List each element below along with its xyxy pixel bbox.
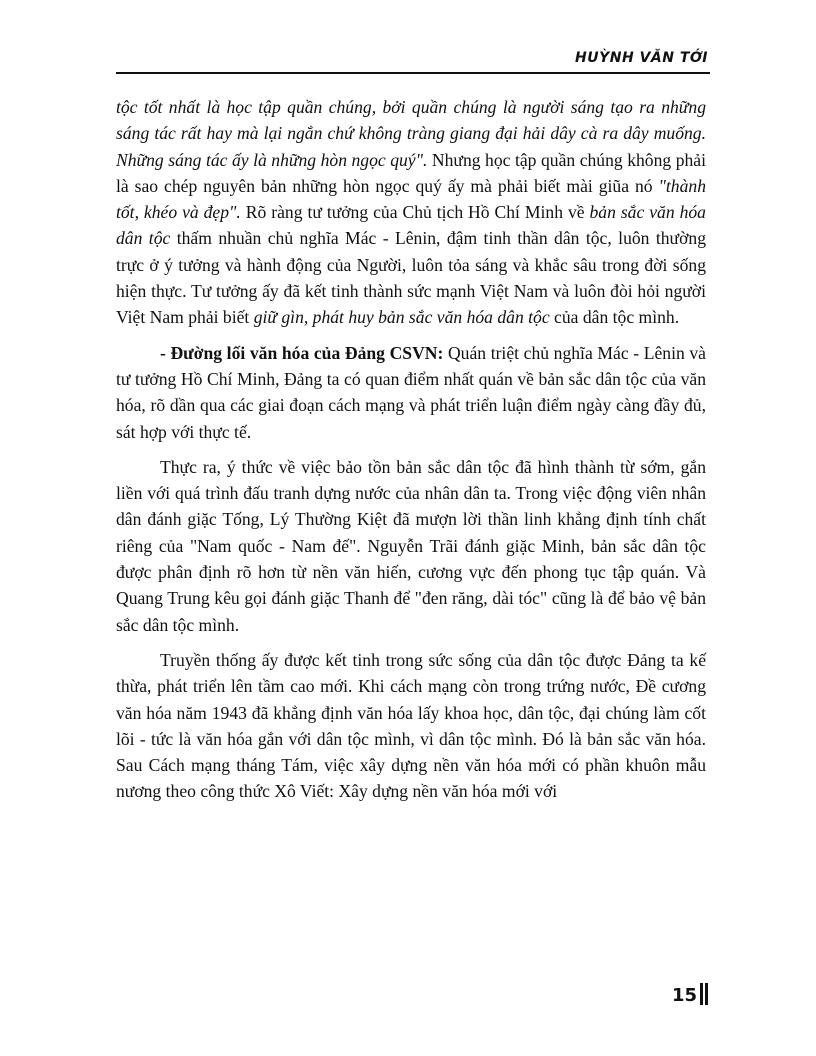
paragraph-continued-quote bbox=[116, 94, 706, 331]
page-number-text: 15 bbox=[671, 985, 697, 1006]
section-lead-bold: - Đường lối văn hóa của Đảng CSVN: bbox=[160, 342, 444, 363]
body-text bbox=[116, 94, 706, 814]
folio-bar bbox=[700, 983, 703, 1005]
quote-italic-segment: "thành tốt, khéo và đẹp". bbox=[116, 175, 706, 223]
quote-italic-segment: tộc tốt nhất là học tập quần chúng, bởi quần chúng là người sáng tạo ra những sáng tác rất hay mà lại ngắn chứ không tràng giang đại hải dây cà ra dây muống. Những sáng tác ấy là những hòn ngọc quý". bbox=[116, 97, 706, 170]
running-header-author: HUỲNH VĂN TỚI bbox=[575, 50, 708, 66]
paragraph-text-segment: Nhưng học tập quần chúng không phải là sao chép nguyên bản những hòn ngọc quý ấy mà phải biết mài giũa nó bbox=[116, 149, 706, 196]
paragraph-text-segment: của dân tộc mình. bbox=[549, 307, 680, 328]
paragraph-text-segment: thấm nhuần chủ nghĩa Mác - Lênin, đậm tinh thần dân tộc, luôn thường trực ở ý tưởng và hành động của Người, luôn tỏa sáng và khắc sâu trong đời sống hiện thực. Tư tưởng ấy đã kết tinh thành sức mạnh Việt Nam và luôn đòi hỏi người Việt Nam phải biết bbox=[116, 228, 706, 328]
paragraph-text-segment: Rõ ràng tư tưởng của Chủ tịch Hồ Chí Minh về bbox=[240, 202, 590, 223]
emphasis-italic-segment: bản sắc văn hóa dân tộc bbox=[116, 202, 706, 249]
page-number bbox=[672, 983, 708, 1006]
header-rule bbox=[116, 72, 710, 74]
paragraph-text-segment: Quán triệt chủ nghĩa Mác - Lênin và tư tưởng Hồ Chí Minh, Đảng ta có quan điểm nhất quán về bản sắc dân tộc của văn hóa, rõ dần qua các giai đoạn cách mạng và phát triển luận điểm ngày càng đầy đủ, sát hợp với thực tế. bbox=[116, 342, 706, 442]
folio-bar bbox=[705, 983, 708, 1005]
paragraph-history: Thực ra, ý thức về việc bảo tồn bản sắc dân tộc đã hình thành từ sớm, gắn liền với quá trình đấu tranh dựng nước của nhân dân ta. Trong việc động viên nhân dân đánh giặc Tống, Lý Thường Kiệt đã mượn lời thần linh khẳng định tính chất riêng của "Nam quốc - Nam đế". Nguyễn Trãi đánh giặc Minh, bản sắc dân tộc được phân định rõ hơn từ nền văn hiến, cương vực đến phong tục tập quán. Và Quang Trung kêu gọi đánh giặc Thanh để "đen răng, dài tóc" cũng là để bảo vệ bản sắc dân tộc mình. bbox=[116, 456, 706, 635]
emphasis-italic-segment: giữ gìn, phát huy bản sắc văn hóa dân tộc bbox=[253, 307, 550, 328]
paragraph-tradition: Truyền thống ấy được kết tinh trong sức sống của dân tộc được Đảng ta kế thừa, phát triển lên tầm cao mới. Khi cách mạng còn trong trứng nước, Đề cương văn hóa năm 1943 đã khẳng định văn hóa lấy khoa học, dân tộc, đại chúng làm cốt lõi - tức là văn hóa gắn với dân tộc mình, vì dân tộc mình. Đó là bản sắc văn hóa. Sau Cách mạng tháng Tám, việc xây dựng nền văn hóa mới có phần khuôn mẫu nương theo công thức Xô Viết: Xây dựng nền văn hóa mới với bbox=[116, 649, 706, 802]
paragraph-party-cultural-line bbox=[116, 340, 706, 445]
